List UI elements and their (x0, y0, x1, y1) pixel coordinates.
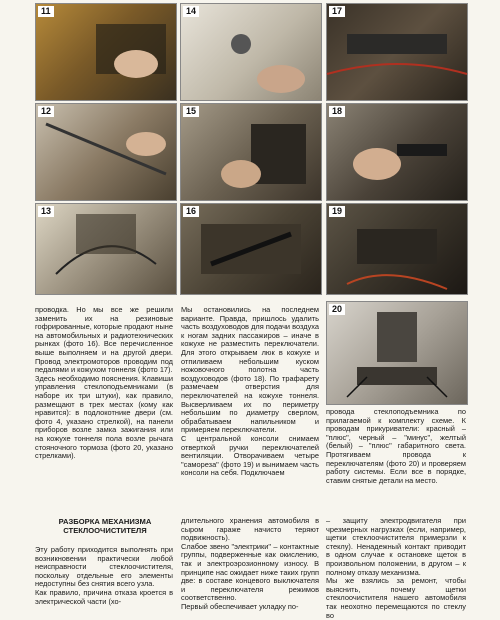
photo-11-image (36, 4, 176, 100)
photo-13-image (36, 204, 176, 294)
photo-12-image (36, 104, 176, 200)
photo-number: 13 (38, 206, 54, 217)
photo-number: 12 (38, 106, 54, 117)
section-title: РАЗБОРКА МЕХАНИЗМА СТЕКЛООЧИСТИТЕЛЯ (58, 517, 152, 535)
photo-14 (180, 3, 322, 101)
photo-15 (180, 103, 322, 201)
text-column-right-top: провода стеклоподъемника по прилагаемой к комплекту схеме. К проводам прикуриватели: красный – "плюс", черный – "минус", желтый (белый) – "плюс" габаритного света. Протягиваем провода к переключателям (фото 20) и проверяем работу системы. Если все в порядке, ставим снятые детали на место. (326, 407, 466, 485)
text-column-left-top: проводка. Но мы все же решили заменить их на резиновые гофрированные, которые продают ныне на автомобильных и радиотехнических рынках (фото 16). Все перечисленное выше выполняем и на другой двери. Провод электромоторов проводим под педалями и кожухом тоннеля (фото 17). Здесь необходимо пояснения. Клавиши управления стеклоподъемниками (в наборе их три штуки), как правило, размещают в трех местах (кому как нравится): в подлокотнике двери (см. фото 4, указано стрелкой), на панели приборов возле замка зажигания или на кожухе тоннеля пола возле рычага стояночного тормоза (фото 20, указано стрелками). (35, 305, 173, 461)
photo-number: 17 (329, 6, 345, 17)
text-column-right-bottom: – защиту электродвигателя при чрезмерных нагрузках (если, например, щетки стеклоочистителя примерзли к стеклу). Ненадежный контакт приводит в одном случае к остановке щеток в произвольном положении, в другом – к полному отказу механизма. Мы же взялись за ремонт, чтобы выяснить, почему щетки стеклоочистителя нашего автомобиля так неохотно перемещаются по стеклу во (326, 516, 466, 620)
photo-18-image (327, 104, 467, 200)
photo-12 (35, 103, 177, 201)
photo-number: 19 (329, 206, 345, 217)
photo-20-image (327, 302, 467, 404)
photo-number: 16 (183, 206, 199, 217)
photo-number: 20 (329, 304, 345, 315)
photo-20 (326, 301, 468, 405)
photo-number: 11 (38, 6, 54, 17)
photo-15-image (181, 104, 321, 200)
photo-11 (35, 3, 177, 101)
text-column-middle-top: Мы остановились на последнем варианте. Правда, пришлось удалить часть воздуховодов для подачи воздуха к ногам задних пассажиров – иначе в кожухе не разместить переключатели. Для этого открываем люк в кожухе и отпиливаем небольшим куском ножовочного полотна часть воздуховодов (фото 18). По трафарету размечаем отверстия для переключателей на кожухе тоннеля. Высверливаем их по периметру небольшим по диаметру сверлом, обрабатываем напильником и примеряем переключатели. С центральной консоли снимаем отверткой ручки переключателей вентиляции. Отворачиваем четыре "самореза" (фото 19) и вынимаем часть консоли на себя. Подключаем (181, 305, 319, 478)
photo-19-image (327, 204, 467, 294)
photo-number: 18 (329, 106, 345, 117)
photo-14-image (181, 4, 321, 100)
photo-16 (180, 203, 322, 295)
photo-17-image (327, 4, 467, 100)
photo-number: 14 (183, 6, 199, 17)
photo-13 (35, 203, 177, 295)
photo-18 (326, 103, 468, 201)
photo-19 (326, 203, 468, 295)
text-column-middle-bottom: длительного хранения автомобиля в сыром гараже начисто теряют подвижность). Слабое звено "электрики" – контактные группы, подверженные как окислению, так и электроэрозионному износу. В принципе нас ожидает ниже таких групп две: в составе концевого выключателя и переключателя режимов соответственно. Первый обеспечивает укладку по- (181, 516, 319, 611)
photo-17 (326, 3, 468, 101)
photo-number: 15 (183, 106, 199, 117)
photo-16-image (181, 204, 321, 294)
text-column-left-bottom: Эту работу приходится выполнять при возникновении практически любой неисправности стеклоочистителя, поскольку отдельные его элементы недоступны без снятия всего узла. Как правило, причина отказа кроется в электрической части (хо- (35, 545, 173, 606)
